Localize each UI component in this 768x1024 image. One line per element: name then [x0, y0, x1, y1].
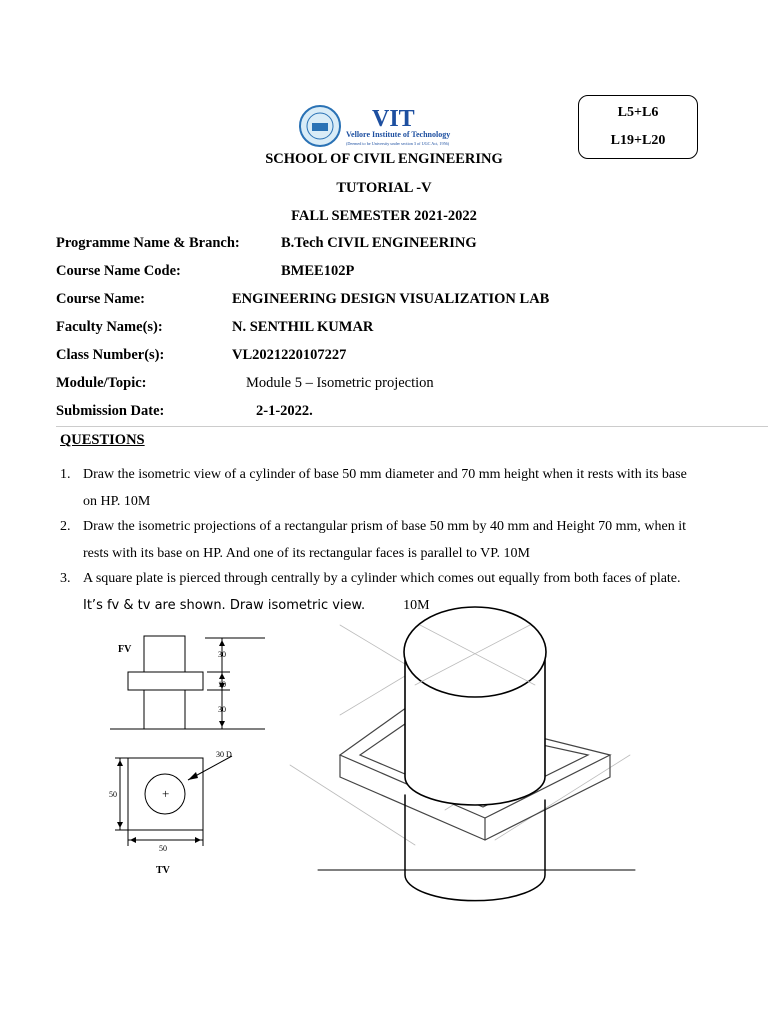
question-line: It’s fv & tv are shown. Draw isometric view.	[83, 598, 366, 613]
faculty-label: Faculty Name(s):	[56, 319, 163, 335]
course-name-label: Course Name:	[56, 291, 145, 307]
dim-diameter: 30 D	[216, 750, 232, 759]
question-2	[60, 513, 760, 567]
slot-code-1: L5+L6	[617, 105, 659, 120]
isometric-view	[285, 605, 640, 905]
question-number: 1.	[60, 467, 71, 482]
questions-heading: QUESTIONS	[60, 432, 145, 448]
vit-logo	[298, 103, 470, 149]
slot-code-box	[578, 95, 698, 159]
submission-label: Submission Date:	[56, 403, 165, 419]
course-name-value: ENGINEERING DESIGN VISUALIZATION LAB	[232, 291, 550, 307]
submission-value: 2-1-2022.	[256, 403, 313, 419]
vit-logo-fullname: Vellore Institute of Technology	[346, 130, 451, 139]
dim-top: 30	[218, 650, 226, 659]
question-1	[60, 461, 760, 515]
orthographic-views	[100, 628, 275, 883]
dim-width: 50	[159, 844, 167, 853]
tutorial-title: TUTORIAL -V	[336, 180, 432, 196]
question-line: A square plate is pierced through centrally by a cylinder which comes out equally from both faces of plate.	[83, 571, 681, 586]
module-value: Module 5 – Isometric projection	[246, 375, 434, 391]
course-code-value: BMEE102P	[281, 263, 355, 279]
dim-mid: 10	[218, 680, 226, 689]
question-marks: 10M	[403, 598, 430, 613]
question-line: rests with its base on HP. And one of its rectangular faces is parallel to VP. 10M	[83, 546, 530, 561]
question-line: Draw the isometric view of a cylinder of base 50 mm diameter and 70 mm height when it rests with its base	[83, 467, 687, 482]
vit-logo-name: VIT	[372, 106, 415, 132]
programme-value: B.Tech CIVIL ENGINEERING	[281, 235, 477, 251]
dim-side: 50	[109, 790, 117, 799]
divider	[56, 426, 768, 427]
question-number: 2.	[60, 519, 71, 534]
class-number-label: Class Number(s):	[56, 347, 165, 363]
faculty-value: N. SENTHIL KUMAR	[232, 319, 374, 335]
school-name: SCHOOL OF CIVIL ENGINEERING	[265, 151, 503, 167]
module-label: Module/Topic:	[56, 375, 147, 391]
fv-plate	[128, 672, 203, 690]
tv-label: TV	[156, 865, 170, 876]
question-line: on HP. 10M	[83, 494, 151, 509]
question-number: 3.	[60, 571, 71, 586]
dim-bottom: 30	[218, 705, 226, 714]
programme-label: Programme Name & Branch:	[56, 235, 240, 251]
question-line: Draw the isometric projections of a rectangular prism of base 50 mm by 40 mm and Height 70 mm, when it	[83, 519, 687, 534]
course-code-label: Course Name Code:	[56, 263, 181, 279]
slot-code-2: L19+L20	[610, 133, 666, 148]
vit-logo-note: (Deemed to be University under section 3 of UGC Act, 1956)	[346, 141, 450, 146]
fv-label: FV	[118, 644, 132, 655]
class-number-value: VL2021220107227	[232, 347, 347, 363]
semester-title: FALL SEMESTER 2021-2022	[291, 208, 477, 224]
center-mark: +	[162, 786, 170, 801]
